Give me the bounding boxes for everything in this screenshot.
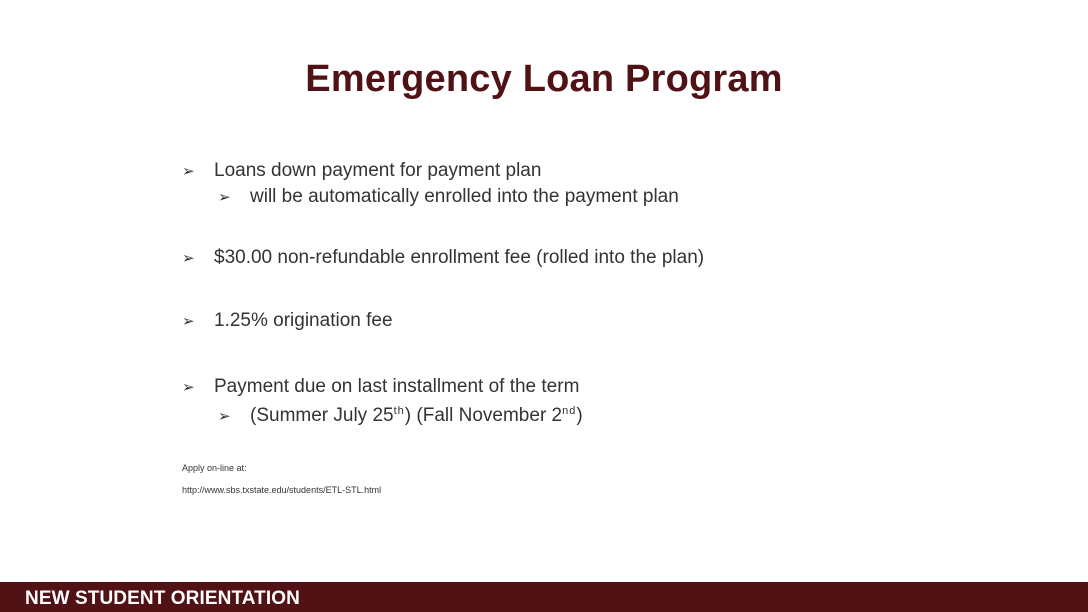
arrow-bullet-icon: ➢: [182, 250, 195, 267]
bullet-text: will be automatically enrolled into the payment plan: [250, 186, 679, 207]
arrow-bullet-icon: ➢: [182, 163, 195, 180]
footer-title: NEW STUDENT ORIENTATION: [25, 588, 300, 609]
date-text: (Summer July 25: [250, 405, 394, 426]
ordinal-suffix: th: [393, 405, 405, 417]
bullet-text: Loans down payment for payment plan: [214, 160, 542, 181]
apply-label: Apply on-line at:: [182, 463, 247, 473]
date-text: ) (Fall November 2: [404, 405, 563, 426]
bullet-text: [250, 405, 583, 427]
arrow-bullet-icon: ➢: [182, 379, 195, 396]
arrow-bullet-icon: ➢: [218, 408, 231, 425]
bullet-text: Payment due on last installment of the term: [214, 376, 580, 397]
sub-bullet-item: [218, 186, 679, 208]
ordinal-suffix: nd: [562, 405, 577, 417]
footer-bar: [0, 582, 1088, 612]
slide-title: Emergency Loan Program: [305, 58, 783, 100]
bullet-text: 1.25% origination fee: [214, 310, 393, 331]
bullet-item: [182, 376, 579, 398]
apply-url-link[interactable]: http://www.sbs.txstate.edu/students/ETL-STL.html: [182, 485, 382, 495]
arrow-bullet-icon: ➢: [182, 313, 195, 330]
closing-paren: ): [576, 405, 583, 426]
bullet-item: [182, 247, 704, 269]
bullet-item: [182, 160, 541, 182]
bullet-item: [182, 310, 393, 332]
arrow-bullet-icon: ➢: [218, 189, 231, 206]
sub-bullet-item: [218, 405, 583, 427]
bullet-text: $30.00 non-refundable enrollment fee (rolled into the plan): [214, 247, 705, 268]
